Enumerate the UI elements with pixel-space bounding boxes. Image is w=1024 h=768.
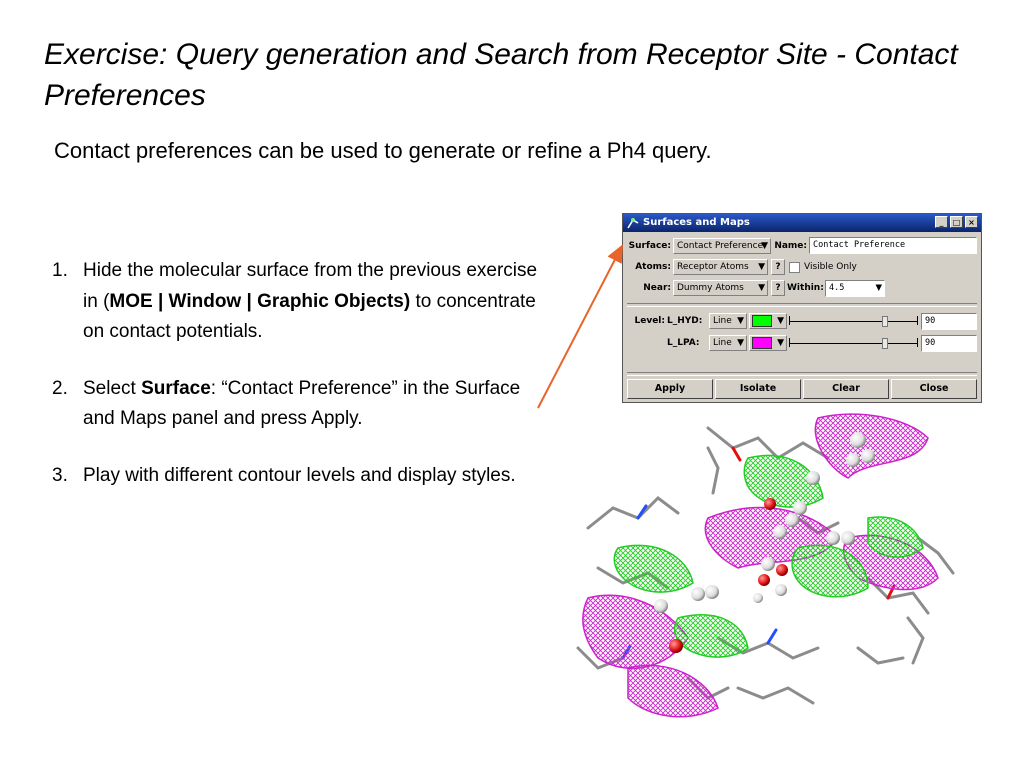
- maximize-button[interactable]: □: [950, 216, 963, 228]
- step-number: 3.: [52, 464, 68, 486]
- apply-button[interactable]: Apply: [627, 379, 713, 399]
- dropdown-arrow-icon: ▼: [875, 283, 882, 293]
- dropdown-arrow-icon: ▼: [737, 316, 744, 326]
- level-name-lpa: L_LPA:: [667, 338, 700, 348]
- atoms-label: Atoms:: [635, 262, 671, 272]
- isolate-button[interactable]: Isolate: [715, 379, 801, 399]
- molecular-visualization: [568, 398, 960, 728]
- dropdown-arrow-icon: ▼: [777, 338, 784, 348]
- near-value: Dummy Atoms: [677, 283, 744, 293]
- minimize-button[interactable]: _: [935, 216, 948, 228]
- near-help-button[interactable]: ?: [771, 280, 785, 296]
- step-number: 1.: [52, 260, 68, 281]
- dropdown-arrow-icon: ▼: [758, 283, 765, 293]
- atoms-help-button[interactable]: ?: [771, 259, 785, 275]
- atoms-value: Receptor Atoms: [677, 262, 749, 272]
- close-window-button[interactable]: ×: [965, 216, 978, 228]
- close-button[interactable]: Close: [891, 379, 977, 399]
- within-label: Within:: [787, 283, 824, 293]
- step-text: Select: [83, 377, 142, 399]
- dropdown-arrow-icon: ▼: [777, 316, 784, 326]
- step-number: 2.: [52, 377, 68, 399]
- name-input[interactable]: Contact Preference: [809, 237, 977, 254]
- step-text: Hide the molecular surface from the previous exercise in (: [83, 260, 538, 312]
- step-bold: Surface: [141, 377, 211, 399]
- dropdown-arrow-icon: ▼: [737, 338, 744, 348]
- hyd-level-input[interactable]: 90: [921, 313, 977, 330]
- hyd-style-value: Line: [713, 316, 732, 326]
- lpa-level-input[interactable]: 90: [921, 335, 977, 352]
- near-label: Near:: [643, 283, 671, 293]
- dropdown-arrow-icon: ▼: [761, 241, 768, 251]
- within-value: 4.5: [829, 283, 845, 293]
- step-text: to concentrate on contact potentials.: [83, 290, 536, 342]
- level-label: Level:: [634, 316, 665, 326]
- dropdown-arrow-icon: ▼: [758, 262, 765, 272]
- slide-title: Exercise: Query generation and Search from Receptor Site - Contact Preferences: [44, 38, 958, 112]
- arrow-line: [538, 246, 622, 408]
- name-label: Name:: [774, 241, 807, 251]
- step-bold: MOE | Window | Graphic Objects): [109, 290, 411, 312]
- lpa-style-value: Line: [713, 338, 732, 348]
- slide-subtitle: Contact preferences can be used to generate or refine a Ph4 query.: [54, 138, 712, 163]
- step-text: : “Contact Preference” in the Surface and Maps panel and press Apply.: [83, 377, 521, 429]
- visible-only-label: Visible Only: [804, 262, 857, 272]
- surface-label: Surface:: [628, 241, 671, 251]
- panel-title: Surfaces and Maps: [643, 217, 750, 228]
- level-name-hyd: L_HYD:: [667, 316, 703, 326]
- step-text: Play with different contour levels and display styles.: [83, 464, 516, 486]
- clear-button[interactable]: Clear: [803, 379, 889, 399]
- surface-value: Contact Preference: [677, 241, 764, 251]
